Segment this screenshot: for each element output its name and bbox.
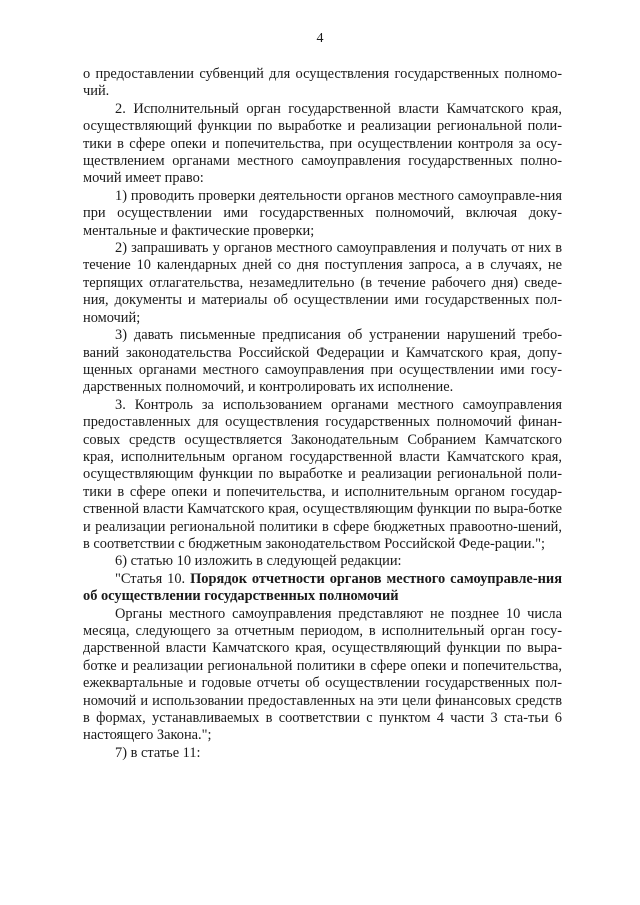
document-body <box>83 66 562 762</box>
article-10-title: Порядок отчетности органов местного самоуправле-ния об осуществлении государственных полномочий <box>83 570 562 605</box>
paragraph-control-rights: 2. Исполнительный орган государственной власти Камчатского края, осуществляющий функции по выработке и реализации региональной поли-тики в сфере опеки и попечительства, при осуществлении контроля за осу-ществлением органами местного самоуправления государственных полно-мочий имеет право: <box>83 100 562 187</box>
list-item-prescriptions: 3) давать письменные предписания об устранении нарушений требо-ваний законодательства Российской Федерации и Камчатского края, допу-щенных органами местного самоуправления при осуществлении ими госу-дарственных полномочий, и контролировать их исполнение. <box>83 327 562 396</box>
paragraph-reporting: Органы местного самоуправления представляют не позднее 10 числа месяца, следующего за отчетным периодом, в исполнительный орган госу-дарственной власти Камчатского края, осуществляющий функции по выра-ботке и реализации региональной политики в сфере опеки и попечительства, ежеквартальные и годовые отчеты об осуществлении государственных пол-номочий и использовании предоставленных на эти цели финансовых средств в формах, устанавливаемых в соответствии с пунктом 4 части 3 ста-тьи 6 настоящего Закона."; <box>83 605 562 744</box>
list-item-requests: 2) запрашивать у органов местного самоуправления и получать от них в течение 10 календарных дней со дня поступления запроса, а в случаях, не терпящих отлагательства, незамедлительно (в течение рабочего дня) сведе-ния, документы и материалы об осуществлении ими государственных пол-номочий; <box>83 240 562 326</box>
paragraph-financial-control: 3. Контроль за использованием органами местного самоуправления предоставленных для осуществления государственных полномочий финан-совых средств осуществляется Законодательным Собранием Камчатского края, исполнительным органом государственной власти Камчатского края, осуществляющим функции по выработке и реализации региональной поли-тики в сфере опеки и попечительства, и исполнительным органом государ-ственной власти Камчатского края, осуществляющим функции по выра-ботке и реализации региональной политики в сфере бюджетных правоотно-шений, в соответствии с бюджетным законодательством Российской Феде-рации."; <box>83 396 562 552</box>
paragraph-article-10-amendment: 6) статью 10 изложить в следующей редакции: <box>115 553 402 570</box>
paragraph-subventions-continuation: о предоставлении субвенций для осуществления государственных полномо-чий. <box>83 66 562 100</box>
list-item-inspections: 1) проводить проверки деятельности органов местного самоуправле-ния при осуществлении ими государственных полномочий, включая доку-ментальные и фактические проверки; <box>83 187 562 239</box>
article-10-prefix: "Статья 10. <box>115 570 191 587</box>
paragraph-article-11: 7) в статье 11: <box>115 744 201 761</box>
article-10-heading <box>83 571 562 606</box>
page-number: 4 <box>316 31 324 46</box>
